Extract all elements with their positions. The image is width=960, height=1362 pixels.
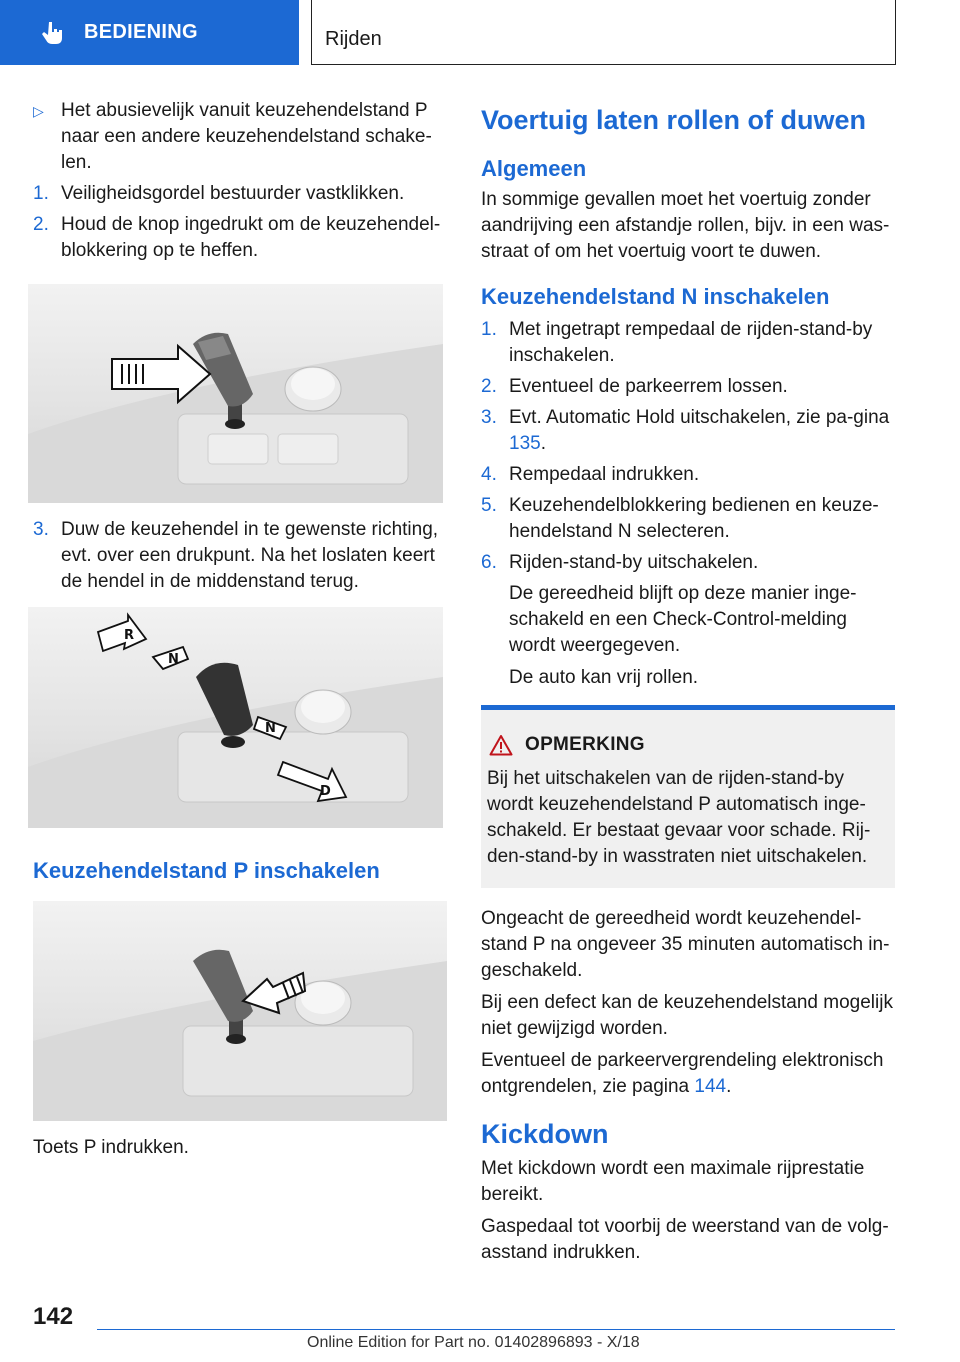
bullet-text: Het abusievelijk vanuit keuzehendelstand P naar een andere keuzehendelstand schake-len. [61,100,432,173]
triangle-bullet-icon: ▷ [33,103,44,119]
step-text: Duw de keuzehendel in te gewenste richting, evt. over een drukpunt. Na het loslaten keert de hendel in de middenstand terug. [61,519,439,592]
image-caption: Toets P indrukken. [33,1137,189,1158]
direction-n-up-label: N [168,652,179,667]
step-number: 6. [481,552,497,573]
left-column [33,98,446,269]
section-heading: Kickdown [481,1119,609,1149]
list-item [33,98,446,176]
gear-selector-image-unlock [28,284,443,503]
paragraph-end: . [726,1076,732,1097]
step-number: 3. [481,407,497,428]
step-text-end: . [540,433,546,454]
section-heading: Algemeen [481,156,587,181]
notice-text: Bij het uitschakelen van de rijden-stand-by wordt keuzehendelstand P automatisch inge-schakeld. Er bestaat gevaar voor schade. Rij-den-stand-by in wasstraten niet uitschakelen. [487,768,871,867]
step-text: Rempedaal indrukken. [509,464,700,485]
direction-r-label: R [124,628,135,643]
paragraph-text: Eventueel de parkeervergrendeling elektronisch ontgrendelen, zie pagina [481,1050,884,1097]
paragraph: Bij een defect kan de keuzehendelstand mogelijk niet gewijzigd worden. [481,992,893,1039]
step-text: Rijden-stand-by uitschakelen. [509,552,759,573]
paragraph: In sommige gevallen moet het voertuig zonder aandrijving een afstandje rollen, bijv. in een was-straat of om het voertuig voort te duwen. [481,189,890,262]
left-caption [33,1135,446,1167]
notice-title: OPMERKING [525,734,645,755]
section-label: BEDIENING [84,21,198,43]
notice-box [481,705,895,888]
gear-selector-image-park [33,901,447,1121]
chapter-title: Rijden [311,0,896,65]
page-link[interactable]: 135 [509,433,541,454]
paragraph: Ongeacht de gereedheid wordt keuzehendel-stand P na ongeveer 35 minuten automatisch in-geschakeld. [481,908,890,981]
list-item [481,405,895,457]
step-number: 5. [481,495,497,516]
step-number: 1. [33,183,49,204]
step-note: De auto kan vrij rollen. [509,667,699,688]
direction-d-label: D [320,784,331,799]
step-number: 3. [33,519,49,540]
step-text: Veiligheidsgordel bestuurder vastklikken. [61,183,405,204]
list-item [481,374,895,400]
paragraph-with-link [481,1048,895,1100]
left-step3 [33,517,446,600]
direction-n-down-label: N [265,721,276,736]
left-heading-p [33,857,446,889]
step-number: 2. [481,376,497,397]
list-item [481,462,895,488]
step-text: Evt. Automatic Hold uitschakelen, zie pa-gina [509,407,890,428]
list-item [33,212,446,264]
section-heading: Keuzehendelstand P inschakelen [33,858,380,883]
step-text: Eventueel de parkeerrem lossen. [509,376,788,397]
page-link[interactable]: 144 [694,1076,727,1097]
step-text: Keuzehendelblokkering bedienen en keuze-hendelstand N selecteren. [509,495,879,542]
footer-divider [97,1329,895,1330]
section-heading: Keuzehendelstand N inschakelen [481,284,830,309]
notice-header [487,732,889,758]
section-tab[interactable] [0,0,299,65]
step-note: De gereedheid blijft op deze manier inge-schakeld en een Check-Control-melding wordt weergegeven. [509,583,857,656]
paragraph: Gaspedaal tot voorbij de weerstand van de volg-asstand indrukken. [481,1216,889,1263]
step-number: 1. [481,319,497,340]
list-item [481,317,895,369]
step-number: 2. [33,214,49,235]
page-title: Voertuig laten rollen of duwen [481,105,867,135]
right-column [481,103,895,1272]
gear-selector-image-directions [28,607,443,828]
warning-icon [489,734,513,756]
list-item [481,493,895,545]
step-text: Met ingetrapt rempedaal de rijden-stand-by inschakelen. [509,319,873,366]
page-number: 142 [33,1303,74,1330]
list-item [481,550,895,576]
hand-pointer-icon [40,20,66,46]
edition-text: Online Edition for Part no. 01402896893 - X/18 [307,1334,640,1351]
step-text: Houd de knop ingedrukt om de keuzehendel-blokkering op te heffen. [61,214,441,261]
list-item [33,517,446,595]
step-number: 4. [481,464,497,485]
list-item [33,181,446,207]
paragraph: Met kickdown wordt een maximale rijprestatie bereikt. [481,1158,865,1205]
